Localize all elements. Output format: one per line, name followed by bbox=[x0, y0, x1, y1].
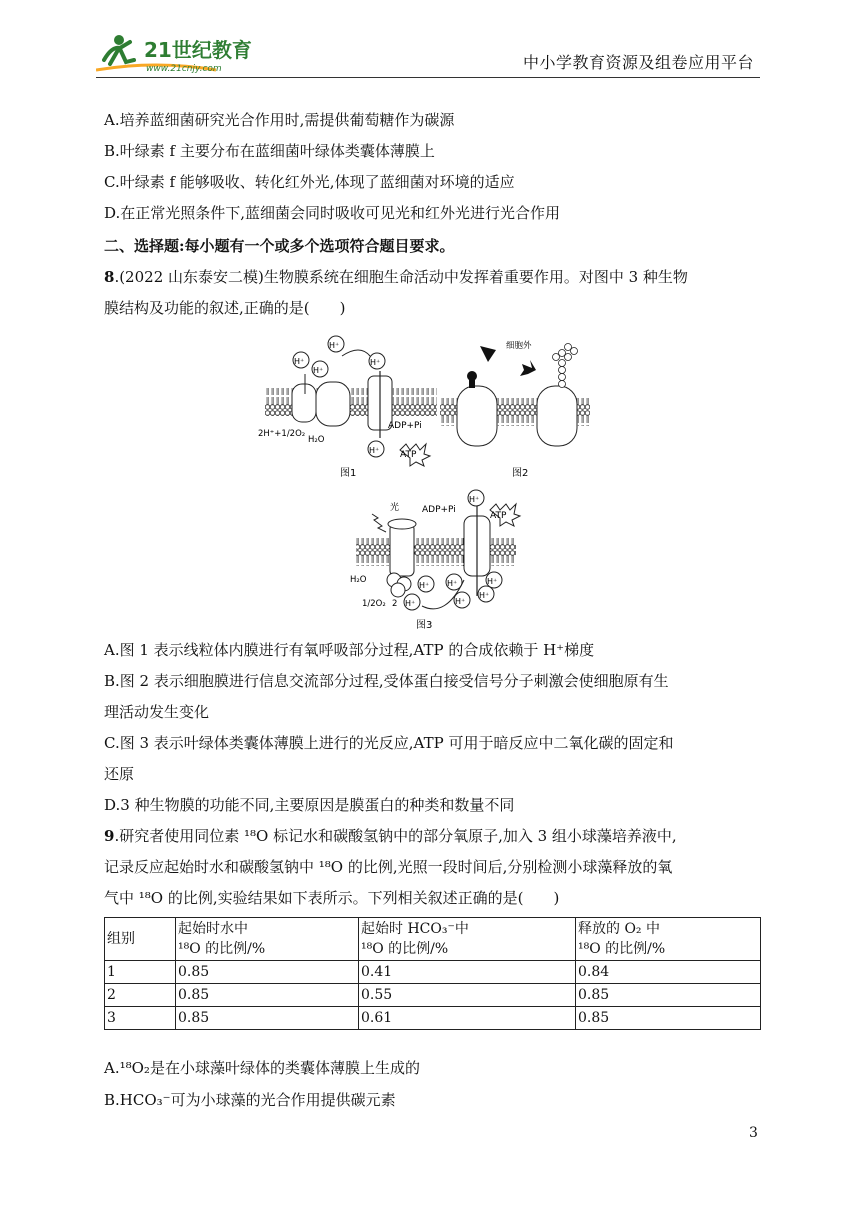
th-hco3-line1: 起始时 HCO₃⁻中 bbox=[361, 921, 469, 937]
q9-stem-line2: 记录反应起始时水和碳酸氢钠中 ¹⁸O 的比例,光照一段时间后,分别检测小球藻释放的氧 bbox=[104, 858, 673, 876]
figure-1 bbox=[258, 336, 437, 479]
q7-option-d: D.在正常光照条件下,蓝细菌会同时吸收可见光和红外光进行光合作用 bbox=[104, 204, 561, 222]
q9-stem-text: .研究者使用同位素 ¹⁸O 标记水和碳酸氢钠中的部分氧原子,加入 3 组小球藻培养液中, bbox=[114, 827, 677, 845]
fig3-h-label-5: H⁺ bbox=[455, 597, 466, 606]
fig1-h-label-4: H⁺ bbox=[370, 358, 381, 367]
figure-3 bbox=[350, 490, 520, 631]
fig1-water-label: H₂O bbox=[308, 435, 325, 445]
fig3-adp-label: ADP+Pi bbox=[422, 505, 456, 515]
q8-stem-text: .(2022 山东泰安二模)生物膜系统在细胞生命活动中发挥着重要作用。对图中 3 种生物 bbox=[114, 268, 688, 286]
th-o2-line2: ¹⁸O 的比例/% bbox=[578, 941, 666, 957]
fig1-atp-label: ATP bbox=[400, 450, 417, 460]
th-hco3-line2: ¹⁸O 的比例/% bbox=[361, 941, 449, 957]
fig2-outside-label: 细胞外 bbox=[506, 341, 532, 351]
q8-number: 8 bbox=[104, 268, 115, 286]
th-water bbox=[176, 918, 359, 961]
th-water-line1: 起始时水中 bbox=[178, 921, 248, 937]
table-cell: 0.41 bbox=[359, 961, 576, 984]
fig3-h-label-2: H⁺ bbox=[419, 581, 430, 590]
q7-option-c: C.叶绿素 f 能够吸收、转化红外光,体现了蓝细菌对环境的适应 bbox=[104, 173, 515, 191]
table-cell: 0.61 bbox=[359, 1007, 576, 1030]
th-o2-line1: 释放的 O₂ 中 bbox=[578, 921, 660, 937]
table-cell: 0.85 bbox=[176, 961, 359, 984]
fig3-h-label-6: H⁺ bbox=[479, 591, 490, 600]
table-cell: 0.85 bbox=[176, 1007, 359, 1030]
fig1-h-label-1: H⁺ bbox=[294, 357, 305, 366]
fig1-h-label-3: H⁺ bbox=[313, 366, 324, 375]
q9-number: 9 bbox=[104, 827, 115, 845]
table-cell: 0.85 bbox=[176, 984, 359, 1007]
th-o2 bbox=[576, 918, 761, 961]
table-row bbox=[105, 961, 761, 984]
q9-option-a: A.¹⁸O₂是在小球藻叶绿体的类囊体薄膜上生成的 bbox=[104, 1059, 420, 1077]
page-header bbox=[96, 30, 760, 80]
q7-option-b: B.叶绿素 f 主要分布在蓝细菌叶绿体类囊体薄膜上 bbox=[104, 142, 435, 160]
table-cell: 0.84 bbox=[576, 961, 761, 984]
table-header-row bbox=[105, 918, 761, 961]
th-hco3 bbox=[359, 918, 576, 961]
fig3-h-label-4: H⁺ bbox=[487, 577, 498, 586]
fig3-atp-label: ATP bbox=[490, 511, 507, 521]
header-divider bbox=[96, 77, 760, 78]
table-row bbox=[105, 1007, 761, 1030]
q8-option-c-line2: 还原 bbox=[104, 765, 135, 783]
fig3-caption: 图3 bbox=[416, 620, 433, 631]
table-cell: 0.85 bbox=[576, 984, 761, 1007]
q9-stem-line3: 气中 ¹⁸O 的比例,实验结果如下表所示。下列相关叙述正确的是( ) bbox=[104, 889, 560, 907]
section-heading: 二、选择题:每小题有一个或多个选项符合题目要求。 bbox=[104, 237, 455, 255]
table-cell: 1 bbox=[105, 961, 176, 984]
th-water-line2: ¹⁸O 的比例/% bbox=[178, 941, 266, 957]
q7-option-a: A.培养蓝细菌研究光合作用时,需提供葡萄糖作为碳源 bbox=[104, 111, 455, 129]
platform-title: 中小学教育资源及组卷应用平台 bbox=[522, 53, 754, 72]
q8-option-b-line2: 理活动发生变化 bbox=[104, 703, 210, 721]
logo bbox=[96, 30, 266, 74]
figure-2 bbox=[440, 340, 590, 479]
fig3-h-label-3: H⁺ bbox=[447, 579, 458, 588]
q8-stem-line2: 膜结构及功能的叙述,正确的是( ) bbox=[104, 299, 346, 317]
table-row bbox=[105, 984, 761, 1007]
th-group: 组别 bbox=[105, 918, 176, 961]
fig3-o2-label: 1/2O₂ bbox=[362, 599, 386, 609]
table-cell: 2 bbox=[105, 984, 176, 1007]
q8-option-c-line1: C.图 3 表示叶绿体类囊体薄膜上进行的光反应,ATP 可用于暗反应中二氧化碳的固定和 bbox=[104, 734, 674, 752]
q8-option-d: D.3 种生物膜的功能不同,主要原因是膜蛋白的种类和数量不同 bbox=[104, 796, 515, 814]
q9-option-b: B.HCO₃⁻可为小球藻的光合作用提供碳元素 bbox=[104, 1091, 396, 1109]
fig3-water-label: H₂O bbox=[350, 575, 367, 585]
page-number: 3 bbox=[749, 1125, 758, 1141]
q8-stem-line1 bbox=[104, 267, 688, 287]
table-cell: 0.85 bbox=[576, 1007, 761, 1030]
fig3-h-label-1: H⁺ bbox=[469, 495, 480, 504]
fig3-two-label: 2 bbox=[392, 599, 398, 609]
table-cell: 3 bbox=[105, 1007, 176, 1030]
logo-text: 21世纪教育 bbox=[144, 38, 252, 62]
fig3-h-label-7: H⁺ bbox=[405, 599, 416, 608]
logo-url: www.21cnjy.com bbox=[146, 64, 222, 74]
q9-stem-line1 bbox=[104, 826, 677, 846]
fig1-h-label-5: H⁺ bbox=[369, 446, 380, 455]
fig3-light-label: 光 bbox=[390, 503, 400, 513]
membrane-figure bbox=[250, 326, 595, 634]
fig2-caption: 图2 bbox=[512, 468, 529, 479]
fig1-reaction-label: 2H⁺+1/2O₂ bbox=[258, 429, 306, 439]
fig1-adp-label: ADP+Pi bbox=[388, 421, 422, 431]
q8-option-a: A.图 1 表示线粒体内膜进行有氧呼吸部分过程,ATP 的合成依赖于 H⁺梯度 bbox=[104, 641, 595, 659]
results-table bbox=[104, 917, 761, 1030]
q8-option-b-line1: B.图 2 表示细胞膜进行信息交流部分过程,受体蛋白接受信号分子刺激会使细胞原有生 bbox=[104, 672, 669, 690]
fig1-h-label-2: H⁺ bbox=[329, 341, 340, 350]
fig1-caption: 图1 bbox=[340, 468, 357, 479]
table-cell: 0.55 bbox=[359, 984, 576, 1007]
